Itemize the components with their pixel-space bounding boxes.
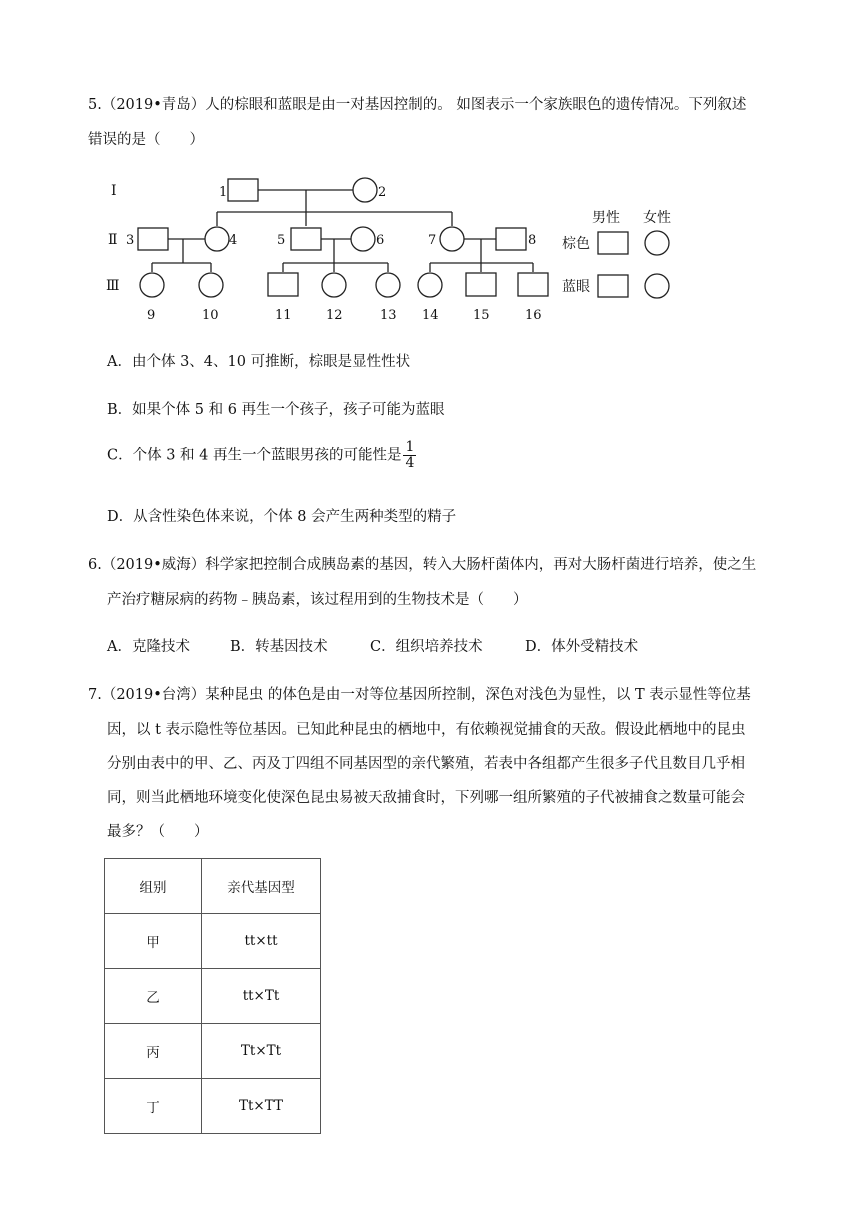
fraction-numerator: 1 bbox=[405, 439, 415, 455]
label-10: 10 bbox=[202, 308, 219, 323]
pedigree-individual-2 bbox=[353, 178, 377, 202]
q6-option-a: A．克隆技术 bbox=[107, 639, 190, 655]
table-header-genotype: 亲代基因型 bbox=[202, 859, 321, 914]
generation-label-III: Ⅲ bbox=[106, 278, 120, 294]
label-11: 11 bbox=[275, 308, 292, 323]
generation-label-I: Ⅰ bbox=[111, 183, 117, 199]
table-row bbox=[105, 969, 321, 1024]
label-9: 9 bbox=[147, 308, 156, 323]
legend-female-brown-symbol bbox=[645, 231, 669, 255]
pedigree-individual-6 bbox=[351, 227, 375, 251]
pedigree-individual-9 bbox=[140, 273, 164, 297]
legend-blue-label: 蓝眼 bbox=[562, 279, 590, 295]
legend-brown-label: 棕色 bbox=[562, 236, 590, 252]
q5-option-b: B．如果个体 5 和 6 再生一个孩子，孩子可能为蓝眼 bbox=[107, 402, 445, 418]
fraction-denominator: 4 bbox=[405, 455, 415, 471]
label-4: 4 bbox=[229, 233, 238, 248]
pedigree-individual-7 bbox=[440, 227, 464, 251]
pedigree-chart bbox=[0, 160, 860, 330]
q6-stem-line1: 6.（2019•威海）科学家把控制合成胰岛素的基因，转入大肠杆菌体内，再对大肠杆菌进行培养，使之生 bbox=[88, 557, 757, 573]
pedigree-individual-11 bbox=[268, 273, 298, 296]
table-cell-genotype: Tt×Tt bbox=[202, 1024, 321, 1079]
q5-option-c-text: C．个体 3 和 4 再生一个蓝眼男孩的可能性是 bbox=[107, 447, 402, 464]
q6-stem-line2: 产治疗糖尿病的药物﹣胰岛素，该过程用到的生物技术是（ ） bbox=[107, 592, 528, 608]
table-cell-group: 甲 bbox=[105, 914, 202, 969]
table-cell-genotype: tt×Tt bbox=[202, 969, 321, 1024]
table-row bbox=[105, 914, 321, 969]
generation-label-II: Ⅱ bbox=[108, 232, 118, 248]
label-12: 12 bbox=[326, 308, 343, 323]
label-13: 13 bbox=[380, 308, 397, 323]
pedigree-individual-14 bbox=[418, 273, 442, 297]
q7-stem-line3: 分别由表中的甲、乙、丙及丁四组不同基因型的亲代繁殖，若表中各组都产生很多子代且数目几乎相 bbox=[107, 756, 745, 772]
q7-stem-line2: 因，以 t 表示隐性等位基因。已知此种昆虫的栖地中，有依赖视觉捕食的天敌。假设此栖地中的昆虫 bbox=[107, 722, 746, 738]
legend-male-brown-symbol bbox=[598, 232, 628, 254]
pedigree-individual-5 bbox=[291, 228, 321, 250]
pedigree-individual-1 bbox=[228, 179, 258, 201]
pedigree-individual-16 bbox=[518, 273, 548, 296]
table-header-row bbox=[105, 859, 321, 914]
label-15: 15 bbox=[473, 308, 490, 323]
q6-option-c: C．组织培养技术 bbox=[370, 639, 483, 655]
table-cell-genotype: Tt×TT bbox=[202, 1079, 321, 1134]
table-cell-group: 丁 bbox=[105, 1079, 202, 1134]
label-14: 14 bbox=[422, 308, 439, 323]
legend-female-blue-symbol bbox=[645, 274, 669, 298]
label-7: 7 bbox=[428, 233, 437, 248]
q5-stem-line1: 5.（2019•青岛）人的棕眼和蓝眼是由一对基因控制的。 如图表示一个家族眼色的遗传情况。下列叙述 bbox=[88, 97, 747, 113]
label-5: 5 bbox=[277, 233, 286, 248]
q7-stem-line1: 7.（2019•台湾）某种昆虫 的体色是由一对等位基因所控制，深色对浅色为显性，以 T 表示显性等位基 bbox=[88, 687, 751, 703]
q7-stem-line4: 同，则当此栖地环境变化使深色昆虫易被天敌捕食时，下列哪一组所繁殖的子代被捕食之数量可能会 bbox=[107, 790, 745, 806]
pedigree-individual-4 bbox=[205, 227, 229, 251]
table-row bbox=[105, 1079, 321, 1134]
legend-female-label: 女性 bbox=[643, 210, 671, 226]
label-6: 6 bbox=[376, 233, 385, 248]
table-row bbox=[105, 1024, 321, 1079]
q5-stem-line2: 错误的是（ ） bbox=[88, 132, 204, 148]
genotype-table bbox=[104, 858, 321, 1134]
label-1: 1 bbox=[219, 185, 228, 200]
q5-option-a: A．由个体 3、4、10 可推断，棕眼是显性性状 bbox=[107, 354, 411, 370]
q5-option-d: D．从含性染色体来说，个体 8 会产生两种类型的精子 bbox=[107, 509, 457, 525]
label-8: 8 bbox=[528, 233, 537, 248]
q7-stem-line5: 最多？（ ） bbox=[107, 824, 209, 840]
label-2: 2 bbox=[378, 185, 387, 200]
q6-option-b: B．转基因技术 bbox=[230, 639, 328, 655]
pedigree-individual-15 bbox=[466, 273, 496, 296]
legend-male-blue-symbol bbox=[598, 275, 628, 297]
pedigree-individual-10 bbox=[199, 273, 223, 297]
pedigree-individual-8 bbox=[496, 228, 526, 250]
pedigree-individual-12 bbox=[322, 273, 346, 297]
table-cell-genotype: tt×tt bbox=[202, 914, 321, 969]
table-cell-group: 乙 bbox=[105, 969, 202, 1024]
pedigree-individual-3 bbox=[138, 228, 168, 250]
table-header-group: 组别 bbox=[105, 859, 202, 914]
q5-option-c-fraction bbox=[403, 440, 416, 471]
label-16: 16 bbox=[525, 308, 542, 323]
pedigree-individual-13 bbox=[376, 273, 400, 297]
legend-male-label: 男性 bbox=[592, 210, 620, 226]
label-3: 3 bbox=[126, 233, 135, 248]
q5-option-c bbox=[107, 440, 416, 471]
table-cell-group: 丙 bbox=[105, 1024, 202, 1079]
q6-option-d: D．体外受精技术 bbox=[525, 639, 639, 655]
